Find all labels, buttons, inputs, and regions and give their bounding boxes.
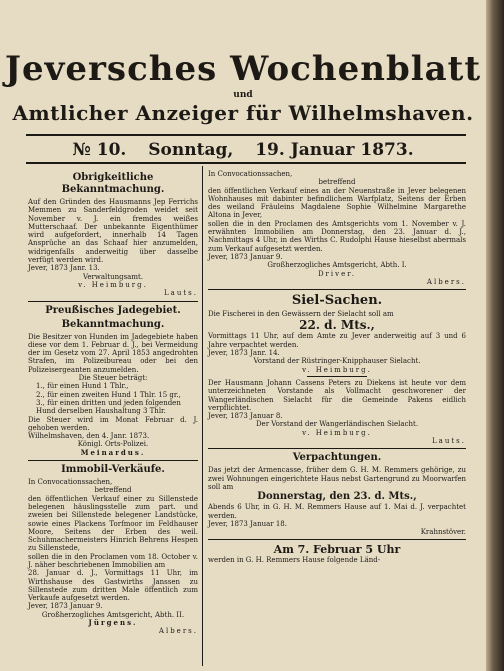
notice-body-3: Der Hausmann Johann Cassens Peters zu Diekens ist heute vor dem unterzeichneten Vorstande als Vollmacht geschworener der Wangerländischen Sielacht für die Gemeinde Pakens eidlich verpflichtet. [208,378,466,412]
newspaper-subtitle: Amtlicher Anzeiger für Wilhelmshaven. [12,101,474,125]
notice-heading: Verpachtungen. [292,452,382,464]
notice-body-2: sollen die in den Proclamen des Amtsgerichts vom 1. November v. J. erwähnten Immobilien am Donnerstag, den 23. Januar d. J., Nachmittags 4 Uhr, in des Wirths C. Rudolphi Hause hieselbst abermals zum Verkauf aufgesetzt werden. [208,219,466,253]
short-divider [307,376,367,377]
notice-land [208,543,466,564]
notice-body: werden in G. H. Remmers Hause folgende Länd- [208,556,381,565]
issue-rule [26,162,466,164]
notice-heading: Obrigkeitliche Bekanntmachung. [61,172,165,195]
notice-sub: betreffend [318,178,356,187]
right-column [208,170,466,565]
notice-office: Großherzogliches Amtsgericht, Abth. II. [41,610,185,619]
notice-body: Die Besitzer von Hunden im Jadegebiete haben diese vor dem 1. Februar d. J., bei Vermeidung der im Gesetz vom 27. April 1853 angedrohten Strafen, im Polizeibureau oder bei den Polizeisergeanten anzumelden. [28,332,198,374]
notice-signer: v. Heimburg. [78,280,148,289]
notice-intro: In Convocationssachen, [208,170,293,178]
notice-office: Verwaltungsamt. [82,272,144,281]
masthead-rule [26,134,466,136]
notice-place: Jever, 1873 Januar 8. [208,412,283,421]
section-divider [208,448,466,449]
notice-note: Die Steuer wird im Monat Februar d. J. gehoben werden. [28,415,198,432]
notice-body-2: Vormittags 11 Uhr, auf dem Amte zu Jever anderweitig auf 3 und 6 Jahre verpachtet werden. [208,332,466,349]
notice-body-3: 28. Januar d. J., Vormittags 11 Uhr, im Wirthshause des Gastwirths Janssen zu Sillenstede zum dritten Male öffentlich zum Verkaufe aufgesetzt werden. [28,569,198,603]
tax-intro: Die Steuer beträgt: [78,374,148,383]
notice-siel [208,293,466,445]
section-divider [208,539,466,540]
notice-body: den öffentlichen Verkauf einer zu Sillenstede belegenen häuslingsstelle zum part. und zweien bei Sillenstede belegener Landstücke, sowie eines Plackens Torfmoor im Feldhauser Moore, Seitens der Erben des weil. Schuhmachermeisters Hinrich Behrens Hespen zu Sillenstede, [28,494,198,553]
section-divider [208,289,466,290]
notice-heading: Preußisches Jadegebiet. [45,304,181,316]
notice-heading: Immobil-Verkäufe. [61,464,165,476]
notice-clerk: Lauts. [432,437,466,446]
notice-clerk: Albers. [426,277,466,286]
column-divider [202,166,203,666]
notice-body: Auf den Gründen des Hausmanns Jep Ferrichs Memmen zu Sanderfeldgroden weidet seit November v. J. ein fremdes weißes Mutterschaaf. Der unbekannte Eigenthümer wird aufgefordert, innerhalb 14 Tagen Ansprüche an das Schaaf hier anzumelden, widrigenfalls anderweitig über dasselbe verfügt werden wird. [28,198,198,265]
notice-body-2: Abends 6 Uhr, in G. H. M. Remmers Hause auf 1. Mai d. J. verpachtet werden. [208,503,466,520]
notice-body-2: sollen die in den Proclamen vom 18. October v. J. näher beschriebenen Immobilien am [28,552,198,569]
notice-clerk: Albers. [158,627,198,636]
notice-place: Jever, 1873 Janr. 13. [28,264,100,273]
notice-date: 22. d. Mts., [299,318,375,333]
notice-body: Das jetzt der Armencasse, früher dem G. H. M. Remmers gehörige, zu zwei Wohnungen eingerichtete Haus nebst Gartengrund zu Moorwarfen soll am [208,466,466,491]
notice-place: Jever, 1873 Januar 18. [208,519,287,528]
notice-intro: In Convocationssachen, [28,478,113,487]
notice-immobil [28,464,198,636]
notice-sheep [28,172,198,298]
notice-office: Königl. Orts-Polizei. [77,440,149,449]
section-divider [28,301,198,302]
notice-body: Die Fischerei in den Gewässern der Sielacht soll am [208,310,394,319]
notice-house-sale [208,170,466,286]
page-edge [486,0,504,671]
notice-place: Jever, 1873 Januar 9. [28,602,103,611]
notice-office: Vorstand der Rüstringer-Knipphauser Sielacht. [253,357,421,366]
notice-lease [208,452,466,536]
issue-number: № 10. [72,140,127,160]
notice-dogs [28,305,198,457]
title-connector: und [233,90,253,100]
issue-weekday: Sonntag, [148,140,234,160]
notice-signer: Driver. [317,269,357,278]
notice-office: Großherzogliches Amtsgericht, Abth. I. [267,261,407,270]
notice-signer: v. Heimburg. [302,365,372,374]
notice-place: Wilhelmshaven, den 4. Janr. 1873. [28,432,150,441]
notice-clerk: Krahnstöver. [420,528,466,537]
notice-date: Donnerstag, den 23. d. Mts., [257,491,417,503]
notice-subheading: Bekanntmachung. [61,318,165,330]
newspaper-title: Jeversches Wochenblatt [4,49,482,89]
tax-item: 2., für einen zweiten Hund 1 Thlr. 15 gr., [36,390,181,399]
issue-date: 19. Januar 1873. [255,140,414,160]
notice-heading: Am 7. Februar 5 Uhr [273,543,401,557]
masthead [0,50,486,126]
issue-line [0,140,486,160]
notice-place: Jever, 1873 Januar 9. [208,252,283,261]
tax-item: 1., für einen Hund 1 Thlr., [36,382,129,391]
section-divider [28,460,198,461]
notice-office: Der Vorstand der Wangerländischen Sielacht. [255,420,419,429]
notice-signer: Jürgens. [88,618,138,628]
notice-body: den öffentlichen Verkauf eines an der Neuenstraße in Jever belegenen Wohnhauses mit dabinter befindlichem Warfplatz, Seitens der Erben des weiland Fräuleins Magdalene Sophie Wilhelmine Margarethe Altona in Jever, [208,186,466,220]
left-column [28,170,198,636]
notice-sub: betreffend [94,486,132,495]
notice-clerk: Lauts. [164,289,198,298]
notice-heading: Siel-Sachen. [291,293,383,309]
notice-place: Jever, 1873 Janr. 14. [208,349,280,358]
tax-item: 3., für einen dritten und jeden folgenden Hund derselben Haushaltung 3 Thlr. [36,398,181,416]
notice-signer: Meinardus. [80,447,146,457]
notice-signer: v. Heimburg. [302,428,372,437]
